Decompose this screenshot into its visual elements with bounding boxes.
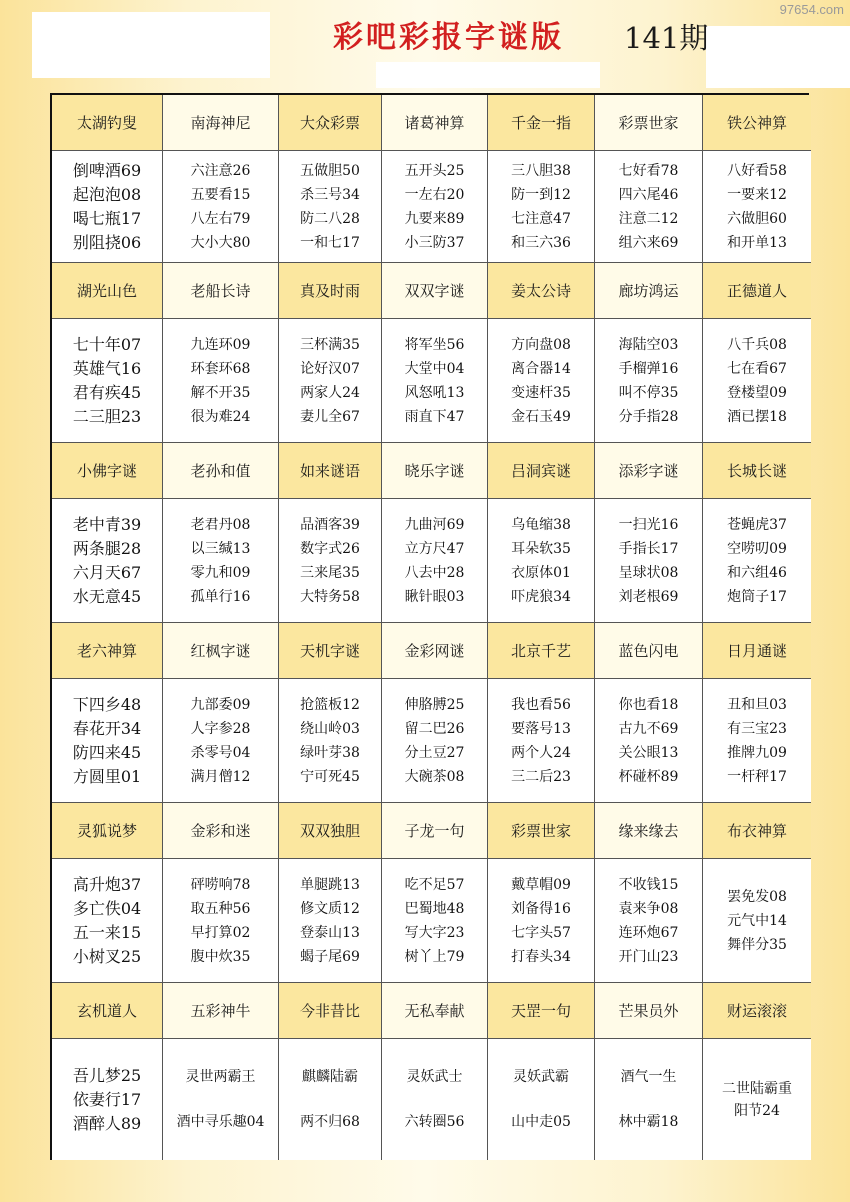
riddle-line: 解不开35 (190, 384, 251, 401)
column-header: 大众彩票 (279, 95, 382, 151)
riddle-line: 写大字23 (404, 924, 465, 941)
column-header: 子龙一句 (382, 803, 488, 859)
riddle-line: 别阻挠06 (72, 232, 142, 252)
riddle-line: 九部委09 (190, 696, 251, 713)
riddle-line: 呈球状08 (618, 564, 679, 581)
riddle-line: 刘老根69 (618, 588, 679, 605)
riddle-cell (488, 151, 595, 263)
issue-number: 141期 (624, 21, 709, 55)
riddle-line: 方向盘08 (511, 336, 571, 353)
riddle-line: 宁可死45 (300, 768, 360, 785)
riddle-line: 将军坐56 (404, 336, 465, 353)
riddle-line: 一要来12 (727, 186, 787, 203)
column-header: 金彩网谜 (382, 623, 488, 679)
column-header: 金彩和迷 (163, 803, 279, 859)
riddle-line: 四六尾46 (618, 186, 679, 203)
riddle-cell (52, 859, 163, 983)
riddle-cell (488, 499, 595, 623)
riddle-line: 数字式26 (300, 540, 360, 557)
riddle-line: 乌龟缩38 (511, 516, 571, 533)
riddle-line: 开门山23 (618, 948, 679, 965)
column-header: 真及时雨 (279, 263, 382, 319)
riddle-line: 舞伴分35 (727, 936, 787, 953)
riddle-line: 七十年07 (72, 334, 142, 354)
riddle-line: 八左右79 (190, 210, 251, 227)
riddle-cell (595, 499, 703, 623)
riddle-line: 蝎子尾69 (300, 948, 360, 965)
riddle-line: 立方尺47 (404, 540, 465, 557)
riddle-cell (382, 859, 488, 983)
riddle-line: 老中青39 (72, 514, 142, 534)
riddle-line: 杯碰杯89 (618, 768, 679, 785)
riddle-line: 酒气一生 (620, 1069, 677, 1086)
riddle-line: 妻儿全67 (300, 408, 360, 425)
riddle-cell (488, 1039, 595, 1160)
riddle-line: 五开头25 (404, 162, 465, 179)
riddle-line: 九曲河69 (404, 516, 465, 533)
riddle-line: 论好汉07 (300, 360, 360, 377)
riddle-line: 耳朵软35 (511, 540, 571, 557)
column-header: 老孙和值 (163, 443, 279, 499)
column-header: 玄机道人 (52, 983, 163, 1039)
riddle-cell (382, 679, 488, 803)
riddle-line: 多亡佚04 (72, 898, 142, 918)
riddle-line: 吃不足57 (404, 876, 465, 893)
riddle-line: 一杆秤17 (727, 768, 787, 785)
riddle-line: 手榴弹16 (618, 360, 679, 377)
riddle-cell (595, 319, 703, 443)
riddle-cell (703, 499, 811, 623)
riddle-line: 起泡泡08 (72, 184, 142, 204)
riddle-cell (382, 499, 488, 623)
column-header: 长城长谜 (703, 443, 811, 499)
riddle-line: 七好看78 (618, 162, 679, 179)
riddle-line: 小三防37 (404, 234, 465, 251)
riddle-line: 吓虎狼34 (511, 588, 571, 605)
riddle-line: 不收钱15 (618, 876, 679, 893)
column-header: 晓乐字谜 (382, 443, 488, 499)
riddle-line: 取五种56 (190, 900, 251, 917)
riddle-line: 环套环68 (190, 360, 251, 377)
riddle-line: 你也看18 (618, 696, 679, 713)
site-watermark: 97654.com (779, 2, 844, 17)
column-header: 南海神尼 (163, 95, 279, 151)
riddle-cell (595, 1039, 703, 1160)
riddle-cell (52, 499, 163, 623)
riddle-cell (703, 679, 811, 803)
redacted-top-right (706, 26, 850, 88)
riddle-line: 老君丹08 (190, 516, 251, 533)
riddle-cell (382, 319, 488, 443)
riddle-line: 满月僧12 (190, 768, 251, 785)
riddle-line: 吾儿梦25 (72, 1065, 142, 1085)
riddle-cell (279, 319, 382, 443)
riddle-line: 离合器14 (511, 360, 571, 377)
riddle-cell (163, 859, 279, 983)
riddle-cell (163, 1039, 279, 1160)
riddle-cell (703, 319, 811, 443)
riddle-line: 巴蜀地48 (404, 900, 465, 917)
riddle-line: 小树叉25 (72, 946, 142, 966)
riddle-line: 三杯满35 (300, 336, 360, 353)
column-header: 天罡一句 (488, 983, 595, 1039)
column-header: 双双独胆 (279, 803, 382, 859)
riddle-line: 依妻行17 (72, 1089, 142, 1109)
riddle-line: 水无意45 (72, 586, 142, 606)
riddle-line: 大特务58 (300, 588, 360, 605)
riddle-line: 元气中14 (727, 912, 787, 929)
riddle-line: 打春头34 (511, 948, 571, 965)
riddle-line: 倒啤酒69 (72, 160, 142, 180)
riddle-cell (279, 151, 382, 263)
redacted-top-left (32, 12, 270, 78)
riddle-line: 树丫上79 (404, 948, 465, 965)
column-header: 廊坊鸿运 (595, 263, 703, 319)
redacted-subtitle (376, 62, 600, 88)
riddle-cell (703, 859, 811, 983)
column-header: 老船长诗 (163, 263, 279, 319)
riddle-line: 二世陆霸重阳节24 (722, 1080, 792, 1119)
column-header: 红枫字谜 (163, 623, 279, 679)
riddle-line: 手指长17 (618, 540, 679, 557)
column-header: 布衣神算 (703, 803, 811, 859)
riddle-line: 袁来争08 (618, 900, 679, 917)
column-header: 双双字谜 (382, 263, 488, 319)
riddle-cell (163, 679, 279, 803)
riddle-line: 一扫光16 (618, 516, 679, 533)
riddle-line: 六注意26 (190, 162, 251, 179)
riddle-line: 组六来69 (618, 234, 679, 251)
riddle-line: 腹中炊35 (190, 948, 251, 965)
riddle-line: 酒醉人89 (72, 1113, 142, 1133)
riddle-line: 防二八28 (300, 210, 360, 227)
riddle-line: 大小大80 (190, 234, 251, 251)
riddle-line: 戴草帽09 (511, 876, 571, 893)
riddle-cell (703, 151, 811, 263)
riddle-line: 六月天67 (72, 562, 142, 582)
riddle-cell (279, 679, 382, 803)
riddle-line: 酒已摆18 (727, 408, 787, 425)
riddle-line: 登楼望09 (727, 384, 787, 401)
riddle-line: 要落号13 (511, 720, 571, 737)
riddle-line: 灵世两霸王 (185, 1069, 256, 1086)
riddle-line: 君有疾45 (72, 382, 142, 402)
riddle-line: 九要来89 (404, 210, 465, 227)
column-header: 湖光山色 (52, 263, 163, 319)
column-header: 蓝色闪电 (595, 623, 703, 679)
riddle-line: 海陆空03 (618, 336, 679, 353)
riddle-line: 零九和09 (190, 564, 251, 581)
riddle-cell (279, 499, 382, 623)
riddle-cell (52, 1039, 163, 1160)
riddle-line: 春花开34 (72, 718, 142, 738)
riddle-line: 苍蝇虎37 (727, 516, 787, 533)
riddle-line: 绕山岭03 (300, 720, 360, 737)
riddle-line: 防四来45 (72, 742, 142, 762)
riddle-line: 山中走05 (511, 1113, 571, 1130)
column-header: 太湖钓叟 (52, 95, 163, 151)
riddle-line: 留二巴26 (404, 720, 465, 737)
column-header: 诸葛神算 (382, 95, 488, 151)
riddle-line: 方圆里01 (72, 766, 142, 786)
riddle-line: 三八胆38 (511, 162, 571, 179)
riddle-cell (52, 319, 163, 443)
riddle-line: 英雄气16 (72, 358, 142, 378)
riddle-line: 砰唠响78 (190, 876, 251, 893)
column-header: 小佛字谜 (52, 443, 163, 499)
riddle-line: 八千兵08 (727, 336, 787, 353)
riddle-line: 空唠叨09 (727, 540, 787, 557)
column-header: 缘来缘去 (595, 803, 703, 859)
riddle-line: 六转圈56 (404, 1113, 465, 1130)
riddle-line: 我也看56 (511, 696, 571, 713)
riddle-line: 古九不69 (618, 720, 679, 737)
column-header: 如来谜语 (279, 443, 382, 499)
column-header: 姜太公诗 (488, 263, 595, 319)
riddle-cell (488, 319, 595, 443)
column-header: 今非昔比 (279, 983, 382, 1039)
column-header: 北京千艺 (488, 623, 595, 679)
riddle-line: 风怒吼13 (404, 384, 465, 401)
riddle-line: 杀三号34 (300, 186, 360, 203)
riddle-line: 八去中28 (404, 564, 465, 581)
riddle-line: 人字参28 (190, 720, 251, 737)
riddle-line: 灵妖武士 (406, 1069, 463, 1086)
riddle-line: 两不归68 (300, 1113, 360, 1130)
riddle-line: 推牌九09 (727, 744, 787, 761)
column-header: 吕洞宾谜 (488, 443, 595, 499)
riddle-line: 孤单行16 (190, 588, 251, 605)
riddle-line: 和三六36 (511, 234, 571, 251)
riddle-line: 分手指28 (618, 408, 679, 425)
riddle-cell (595, 859, 703, 983)
riddle-line: 修文质12 (300, 900, 360, 917)
riddle-line: 林中霸18 (618, 1113, 679, 1130)
riddle-cell (382, 1039, 488, 1160)
riddle-line: 丑和旦03 (727, 696, 787, 713)
riddle-line: 叫不停35 (618, 384, 679, 401)
riddle-line: 早打算02 (190, 924, 251, 941)
riddle-line: 一左右20 (404, 186, 465, 203)
riddle-line: 喝七瓶17 (72, 208, 142, 228)
riddle-line: 瞅针眼03 (404, 588, 465, 605)
riddle-line: 五做胆50 (300, 162, 360, 179)
riddle-line: 两个人24 (511, 744, 571, 761)
riddle-line: 七在看67 (727, 360, 787, 377)
riddle-line: 大堂中04 (404, 360, 465, 377)
column-header: 铁公神算 (703, 95, 811, 151)
riddle-line: 抢篮板12 (300, 696, 360, 713)
riddle-line: 八好看58 (727, 162, 787, 179)
riddle-line: 下四乡48 (72, 694, 142, 714)
riddle-line: 雨直下47 (404, 408, 465, 425)
riddle-line: 杀零号04 (190, 744, 251, 761)
riddle-line: 二三胆23 (72, 406, 142, 426)
column-header: 日月通谜 (703, 623, 811, 679)
riddle-line: 登泰山13 (300, 924, 360, 941)
column-header: 添彩字谜 (595, 443, 703, 499)
riddle-line: 防一到12 (511, 186, 571, 203)
column-header: 财运滚滚 (703, 983, 811, 1039)
riddle-line: 伸胳膊25 (404, 696, 465, 713)
riddle-line: 以三缄13 (190, 540, 251, 557)
riddle-line: 关公眼13 (618, 744, 679, 761)
riddle-line: 绿叶芽38 (300, 744, 360, 761)
riddle-line: 麒麟陆霸 (302, 1069, 358, 1086)
riddle-line: 大碗茶08 (404, 768, 465, 785)
riddle-line: 和六组46 (727, 564, 787, 581)
column-header: 灵狐说梦 (52, 803, 163, 859)
riddle-cell (52, 151, 163, 263)
riddle-line: 金石玉49 (511, 408, 571, 425)
riddle-line: 有三宝23 (727, 720, 787, 737)
column-header: 五彩神牛 (163, 983, 279, 1039)
riddle-line: 连环炮67 (618, 924, 679, 941)
riddle-line: 七注意47 (511, 210, 571, 227)
column-header: 天机字谜 (279, 623, 382, 679)
riddle-line: 罢免发08 (727, 888, 787, 905)
riddle-line: 炮筒子17 (727, 588, 787, 605)
riddle-line: 两条腿28 (72, 538, 142, 558)
column-header: 彩票世家 (595, 95, 703, 151)
riddle-line: 一和七17 (300, 234, 360, 251)
riddle-line: 五一来15 (72, 922, 142, 942)
riddle-cell (703, 1039, 811, 1160)
riddle-line: 六做胆60 (727, 210, 787, 227)
riddle-line: 变速杆35 (511, 384, 571, 401)
column-header: 无私奉献 (382, 983, 488, 1039)
riddle-cell (163, 499, 279, 623)
riddle-line: 刘备得16 (511, 900, 571, 917)
riddle-cell (52, 679, 163, 803)
riddle-line: 三二后23 (511, 768, 571, 785)
column-header: 老六神算 (52, 623, 163, 679)
riddle-table (50, 93, 809, 1160)
riddle-line: 品酒客39 (300, 516, 360, 533)
riddle-line: 衣原体01 (511, 564, 571, 581)
column-header: 正德道人 (703, 263, 811, 319)
riddle-cell (382, 151, 488, 263)
riddle-cell (488, 679, 595, 803)
riddle-line: 酒中寻乐趣04 (176, 1113, 265, 1130)
riddle-cell (163, 319, 279, 443)
riddle-line: 九连环09 (190, 336, 251, 353)
riddle-line: 分土豆27 (404, 744, 465, 761)
page-title: 彩吧彩报字谜版 (333, 20, 564, 55)
riddle-line: 注意二12 (618, 210, 679, 227)
riddle-line: 高升炮37 (72, 874, 142, 894)
riddle-line: 很为难24 (190, 408, 251, 425)
riddle-line: 五要看15 (190, 186, 251, 203)
riddle-line: 和开单13 (727, 234, 787, 251)
riddle-cell (595, 679, 703, 803)
riddle-line: 两家人24 (300, 384, 360, 401)
riddle-cell (279, 1039, 382, 1160)
riddle-cell (279, 859, 382, 983)
column-header: 千金一指 (488, 95, 595, 151)
riddle-cell (488, 859, 595, 983)
column-header: 彩票世家 (488, 803, 595, 859)
column-header: 芒果员外 (595, 983, 703, 1039)
riddle-cell (163, 151, 279, 263)
riddle-line: 七字头57 (511, 924, 571, 941)
riddle-line: 单腿跳13 (300, 876, 360, 893)
riddle-cell (595, 151, 703, 263)
riddle-line: 三来尾35 (300, 564, 360, 581)
riddle-line: 灵妖武霸 (513, 1069, 569, 1086)
